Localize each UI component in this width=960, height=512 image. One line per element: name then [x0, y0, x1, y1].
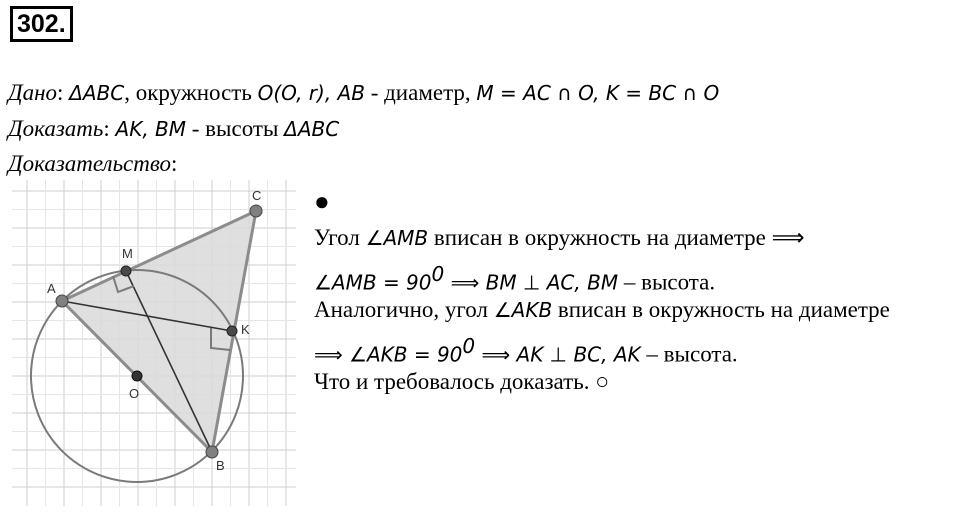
proof-l2-sup: 0: [431, 262, 445, 286]
proof-l1-b: вписан в окружность на диаметре ⟹: [428, 225, 805, 250]
label-b: B: [216, 458, 225, 473]
prove-segments: AK, BM: [115, 117, 187, 141]
given-k-def: K = BC ∩ O: [605, 81, 720, 105]
given-circle: O(O, r): [257, 81, 325, 105]
proof-l3-a: Аналогично, угол: [314, 297, 494, 322]
given-text2: - диаметр,: [364, 80, 477, 105]
proof-bullet-row: [314, 184, 890, 220]
given-m-def: M = AC ∩ O: [476, 81, 594, 105]
prove-label: Доказать: [8, 116, 104, 141]
point-o: [132, 371, 142, 381]
label-c: C: [252, 188, 262, 203]
point-m: [121, 266, 131, 276]
point-a: [56, 295, 68, 307]
proof-l2-tail: – высота.: [618, 269, 716, 295]
point-k: [227, 326, 237, 336]
given-comma1: ,: [324, 81, 338, 105]
label-k: K: [241, 322, 250, 337]
proof-l3-b: вписан в окружность на диаметре: [552, 297, 890, 322]
proof-line-1: [314, 220, 890, 256]
point-c: [250, 205, 262, 217]
given-line: [8, 80, 719, 106]
prove-text: - высоты: [186, 116, 285, 141]
proof-l4-res: ⟹ AK ⊥ BC, AK: [475, 342, 641, 367]
proof-l1-a: Угол: [314, 225, 366, 250]
proof-l2-res: ⟹ BM ⊥ AC, BM: [444, 270, 619, 295]
bullet: ●: [314, 187, 330, 216]
proof-l4-eq: ⟹ ∠AKB = 90: [314, 342, 463, 367]
proof-line-2: [314, 256, 890, 295]
given-diameter: AB: [337, 81, 365, 105]
prove-sep: :: [103, 116, 116, 141]
given-label: Дано: [8, 80, 58, 105]
proof-line-4: [314, 328, 890, 367]
proof-line-3: [314, 292, 890, 328]
problem-number: 302.: [10, 6, 73, 42]
proof-l4-tail: – высота.: [640, 341, 738, 367]
proof-conclusion: Что и требовалось доказать. ○: [314, 369, 610, 394]
prove-triangle: ΔABC: [284, 117, 340, 141]
point-b: [206, 446, 218, 458]
given-sep: :: [57, 80, 70, 105]
proof-l4-sup: 0: [462, 334, 476, 358]
proof-heading: [8, 151, 177, 177]
given-triangle: ΔABC: [69, 81, 125, 105]
proof-l2-eq: ∠AMB = 90: [314, 270, 432, 295]
geometry-figure: [12, 180, 296, 506]
proof-label: Доказательство: [8, 151, 172, 176]
prove-line: [8, 116, 339, 142]
proof-text: [314, 184, 890, 400]
proof-l1-angle: ∠AMB: [365, 226, 429, 250]
proof-l3-angle: ∠AKB: [493, 298, 553, 322]
label-a: A: [47, 281, 56, 296]
proof-line-5: [314, 364, 890, 400]
proof-sep: :: [171, 151, 178, 176]
label-m: M: [122, 246, 133, 261]
given-comma2: ,: [593, 81, 606, 105]
label-o: O: [129, 386, 140, 401]
given-text1: , окружность: [124, 80, 258, 105]
